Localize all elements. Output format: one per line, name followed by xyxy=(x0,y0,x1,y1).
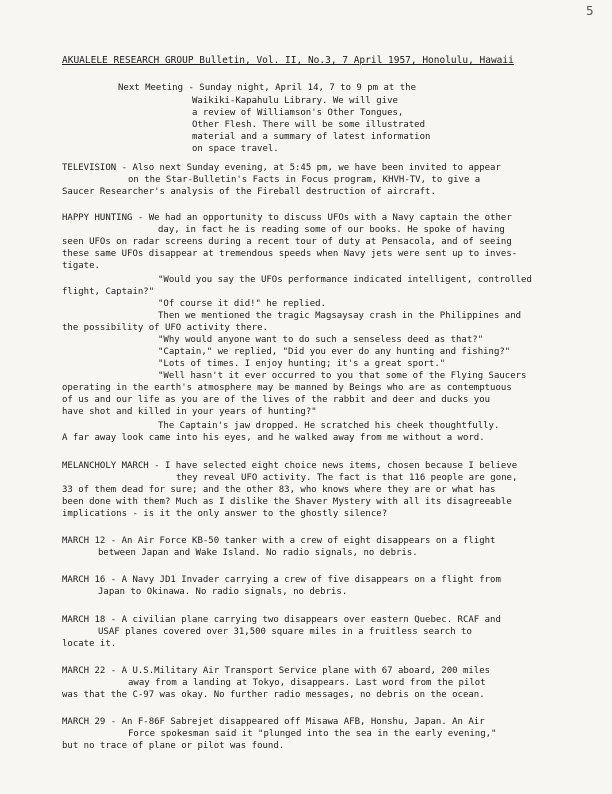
text-line: seen UFOs on radar screens during a recent tour of duty at Pensacola, and of seeing xyxy=(62,237,512,247)
text-line: the possibility of UFO activity there. xyxy=(62,323,268,333)
text-line: The Captain's jaw dropped. He scratched his cheek thoughtfully. xyxy=(158,421,500,431)
text-line: operating in the earth's atmosphere may be manned by Beings who are as contemptuous xyxy=(62,383,512,393)
text-line: have shot and killed in your years of hunting?" xyxy=(62,407,317,417)
text-line: Saucer Researcher's analysis of the Fireball destruction of aircraft. xyxy=(62,187,436,197)
text-line: on space travel. xyxy=(192,144,279,154)
text-line: HAPPY HUNTING - We had an opportunity to discuss UFOs with a Navy captain the other xyxy=(62,213,512,223)
text-line: "Captain," we replied, "Did you ever do any hunting and fishing?" xyxy=(158,347,511,357)
text-line: flight, Captain?" xyxy=(62,287,155,297)
text-line: MARCH 29 - An F-86F Sabrejet disappeared off Misawa AFB, Honshu, Japan. An Air xyxy=(62,717,485,727)
text-line: Force spokesman said it "plunged into the sea in the early evening," xyxy=(128,729,497,739)
text-line: MARCH 22 - A U.S.Military Air Transport Service plane with 67 aboard, 200 miles xyxy=(62,666,491,676)
text-line: tigate. xyxy=(62,261,100,271)
corner-mark: 5 xyxy=(586,4,594,18)
text-line: TELEVISION - Also next Sunday evening, at 5:45 pm, we have been invited to appear xyxy=(62,163,501,173)
text-line: day, in fact he is reading some of our books. He spoke of having xyxy=(158,225,505,235)
text-line: implications - is it the only answer to the ghostly silence? xyxy=(62,509,388,519)
text-line: locate it. xyxy=(62,639,117,649)
text-line: been done with them? Much as I dislike the Shaver Mystery with all its disagreeable xyxy=(62,497,512,507)
text-line: but no trace of plane or pilot was found. xyxy=(62,741,285,751)
text-line: "Of course it did!" he replied. xyxy=(158,299,326,309)
text-line: MARCH 16 - A Navy JD1 Invader carrying a crew of five disappears on a flight from xyxy=(62,575,501,585)
text-line: these same UFOs disappear at tremendous speeds when Navy jets were sent up to inves- xyxy=(62,249,518,259)
bulletin-header: AKUALELE RESEARCH GROUP Bulletin, Vol. II, No.3, 7 April 1957, Honolulu, Hawaii xyxy=(62,55,514,66)
text-line: "Lots of times. I enjoy hunting; it's a great sport." xyxy=(158,359,446,369)
text-line: between Japan and Wake Island. No radio signals, no debris. xyxy=(98,548,418,558)
text-line: Next Meeting - Sunday night, April 14, 7 to 9 pm at the xyxy=(118,83,417,93)
text-line: USAF planes covered over 31,500 square miles in a fruitless search to xyxy=(98,627,472,637)
text-line: "Well hasn't it ever occurred to you that some of the Flying Saucers xyxy=(158,371,527,381)
text-line: they reveal UFO activity. The fact is that 116 people are gone, xyxy=(176,473,518,483)
text-line: "Why would anyone want to do such a senseless deed as that?" xyxy=(158,335,484,345)
text-line: away from a landing at Tokyo, disappears. Last word from the pilot xyxy=(128,678,486,688)
text-line: of us and our life as you are of the lives of the rabbit and deer and ducks you xyxy=(62,395,491,405)
text-line: MARCH 18 - A civilian plane carrying two disappears over eastern Quebec. RCAF and xyxy=(62,615,501,625)
text-line: MARCH 12 - An Air Force KB-50 tanker with a crew of eight disappears on a flight xyxy=(62,536,496,546)
text-line: Other Flesh. There will be some illustrated xyxy=(192,120,425,130)
text-line: 33 of them dead for sure; and the other 83, who knows where they are or what has xyxy=(62,485,496,495)
text-line: MELANCHOLY MARCH - I have selected eight choice news items, chosen because I believe xyxy=(62,461,518,471)
text-line: Then we mentioned the tragic Magsaysay crash in the Philippines and xyxy=(158,311,522,321)
text-line: was that the C-97 was okay. No further radio messages, no debris on the ocean. xyxy=(62,690,485,700)
text-line: Japan to Okinawa. No radio signals, no debris. xyxy=(98,587,348,597)
text-line: "Would you say the UFOs performance indicated intelligent, controlled xyxy=(158,275,532,285)
text-line: material and a summary of latest information xyxy=(192,132,431,142)
text-line: on the Star-Bulletin's Facts in Focus program, KHVH-TV, to give a xyxy=(128,175,481,185)
text-line: a review of Williamson's Other Tongues, xyxy=(192,108,404,118)
text-line: Waikiki-Kapahulu Library. We will give xyxy=(192,96,398,106)
text-line: A far away look came into his eyes, and he walked away from me without a word. xyxy=(62,433,485,443)
